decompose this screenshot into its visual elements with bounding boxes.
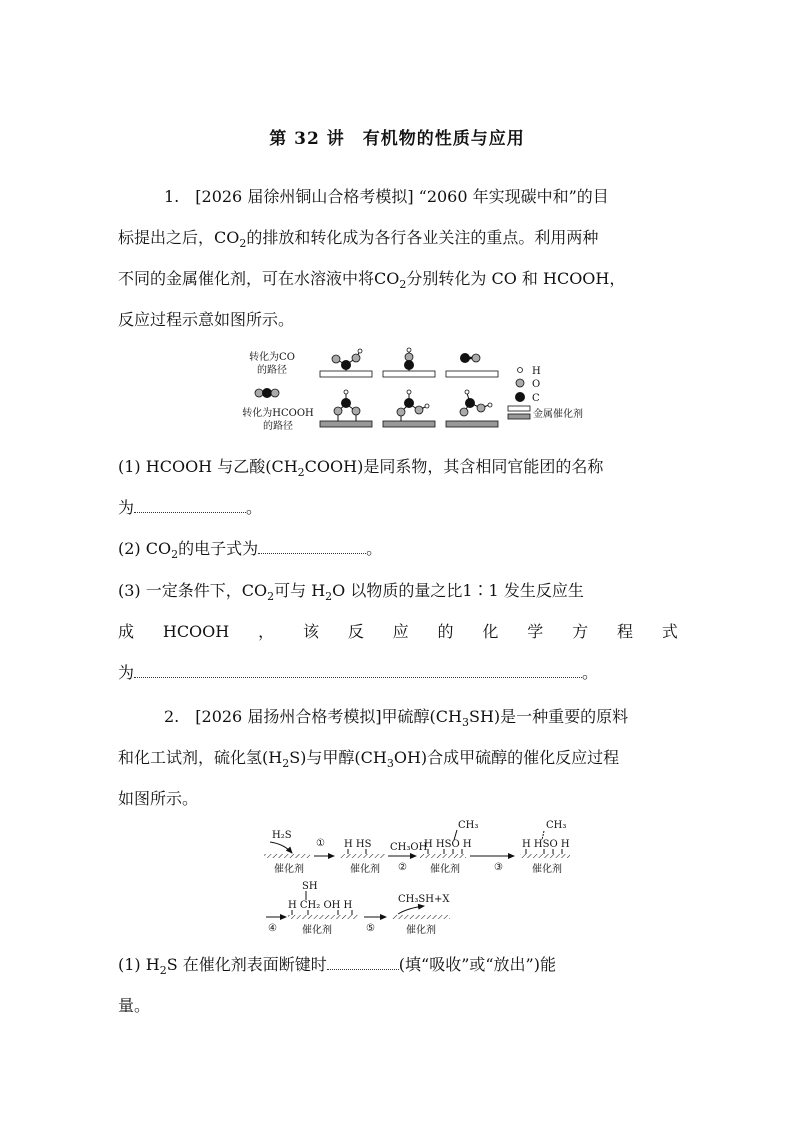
co-step2-molecule: [404, 348, 414, 371]
catalyst-plate: [446, 421, 498, 427]
svg-text:催化剂: 催化剂: [532, 864, 562, 875]
svg-text:③: ③: [494, 862, 503, 873]
q1-stem: 1. [2026 届徐州铜山合格考模拟] “2060 年实现碳中和”的目 标提出之后，$CO_2$的排放和转化成为各行各业关注的重点。利用两种 不同的金属催化剂，可在水溶液中将$CO_2$分别转化为 CO 和 HCOOH， 反应过程示意如图所示。: [118, 187, 626, 329]
fig1-label-co-1: 转化为CO: [249, 352, 295, 363]
svg-text:催化剂: 催化剂: [406, 925, 436, 936]
svg-text:SH: SH: [302, 881, 318, 892]
hcooh-step3-molecule: [460, 390, 492, 416]
svg-text:②: ②: [398, 862, 407, 873]
q1-sub1: (1) HCOOH 与乙酸$(CH_2COOH)$是同系物，其含相同官能团的名称 为 。: [118, 457, 604, 517]
svg-text:催化剂: 催化剂: [430, 864, 460, 875]
q1-answer-blank-3[interactable]: [134, 661, 582, 678]
hcooh-step2-molecule: [397, 390, 429, 421]
svg-text:H: H: [532, 366, 541, 377]
svg-text:④: ④: [268, 923, 277, 934]
fig1-legend: [508, 366, 583, 420]
svg-text:O: O: [532, 379, 541, 390]
catalyst-plate: [320, 421, 372, 427]
fig1-label-co-2: 的路径: [257, 365, 287, 376]
svg-text:H₂S: H₂S: [272, 830, 292, 841]
q1-sub3: (3) 一定条件下，$CO_2$可与 $H_2O$ 以物质的量之比1∶1 发生反应生 成 HCOOH ， 该 反 应 的 化 学 方 程 式 为 。: [118, 581, 678, 682]
q2-figure: [258, 816, 598, 942]
svg-text:H CH₂ OH H: H CH₂ OH H: [288, 900, 353, 911]
svg-text:CH₃: CH₃: [458, 820, 479, 831]
co2-molecule: [255, 388, 279, 398]
fig1-label-hcooh-1: 转化为HCOOH: [242, 408, 314, 419]
svg-text:催化剂: 催化剂: [350, 864, 380, 875]
q2-sub1: (1) $H_2S$ 在催化剂表面断键时 (填“吸收”或“放出”)能 量。: [118, 955, 556, 1015]
catalyst-surface: [420, 854, 466, 858]
svg-text:CH₃SH+X: CH₃SH+X: [398, 894, 450, 905]
svg-text:金属催化剂: 金属催化剂: [533, 409, 583, 420]
svg-text:H HSO H: H HSO H: [424, 839, 472, 850]
svg-text:⑤: ⑤: [366, 923, 375, 934]
q1-sub2: (2) $CO_2$的电子式为 。: [118, 539, 383, 562]
q2-answer-blank-1[interactable]: [327, 953, 399, 970]
q1-answer-blank-1[interactable]: [134, 496, 246, 513]
svg-text:催化剂: 催化剂: [274, 864, 304, 875]
q1-sub3-spread-line: 成 HCOOH ， 该 反 应 的 化 学 方 程 式: [118, 622, 678, 641]
catalyst-plate: [446, 371, 498, 377]
catalyst-surface: [392, 915, 450, 919]
catalyst-surface: [520, 854, 570, 858]
page-title: 第 32 讲 有机物的性质与应用: [269, 129, 525, 149]
svg-text:H HSO H: H HSO H: [522, 839, 570, 850]
fig1-label-hcooh-2: 的路径: [263, 421, 293, 432]
svg-text:①: ①: [316, 838, 325, 849]
catalyst-surface: [340, 854, 386, 858]
catalyst-plate: [383, 421, 435, 427]
svg-text:催化剂: 催化剂: [302, 925, 332, 936]
catalyst-plate: [383, 371, 435, 377]
svg-text:CH₃OH: CH₃OH: [390, 842, 428, 853]
q2-stem: 2. [2026 届扬州合格考模拟]甲硫醇$(CH_3SH)$是一种重要的原料 和化工试剂，硫化氢$(H_2S)$与甲醇$(CH_3OH)$合成甲硫醇的催化反应过程 如图所示。: [118, 707, 629, 808]
hcooh-step1-molecule: [334, 390, 360, 421]
catalyst-surface: [264, 854, 310, 858]
svg-text:C: C: [532, 393, 540, 404]
co-step3-molecule: [460, 353, 480, 363]
co-step1-molecule: [332, 349, 362, 371]
q1-figure: [238, 346, 638, 438]
svg-text:H HS: H HS: [344, 839, 372, 850]
q1-line1: 1. [2026 届徐州铜山合格考模拟] “2060 年实现碳中和”的目: [164, 187, 609, 206]
catalyst-plate: [320, 371, 372, 377]
svg-text:CH₃: CH₃: [546, 820, 567, 831]
q1-answer-blank-2[interactable]: [258, 537, 366, 554]
catalyst-surface: [288, 915, 358, 919]
